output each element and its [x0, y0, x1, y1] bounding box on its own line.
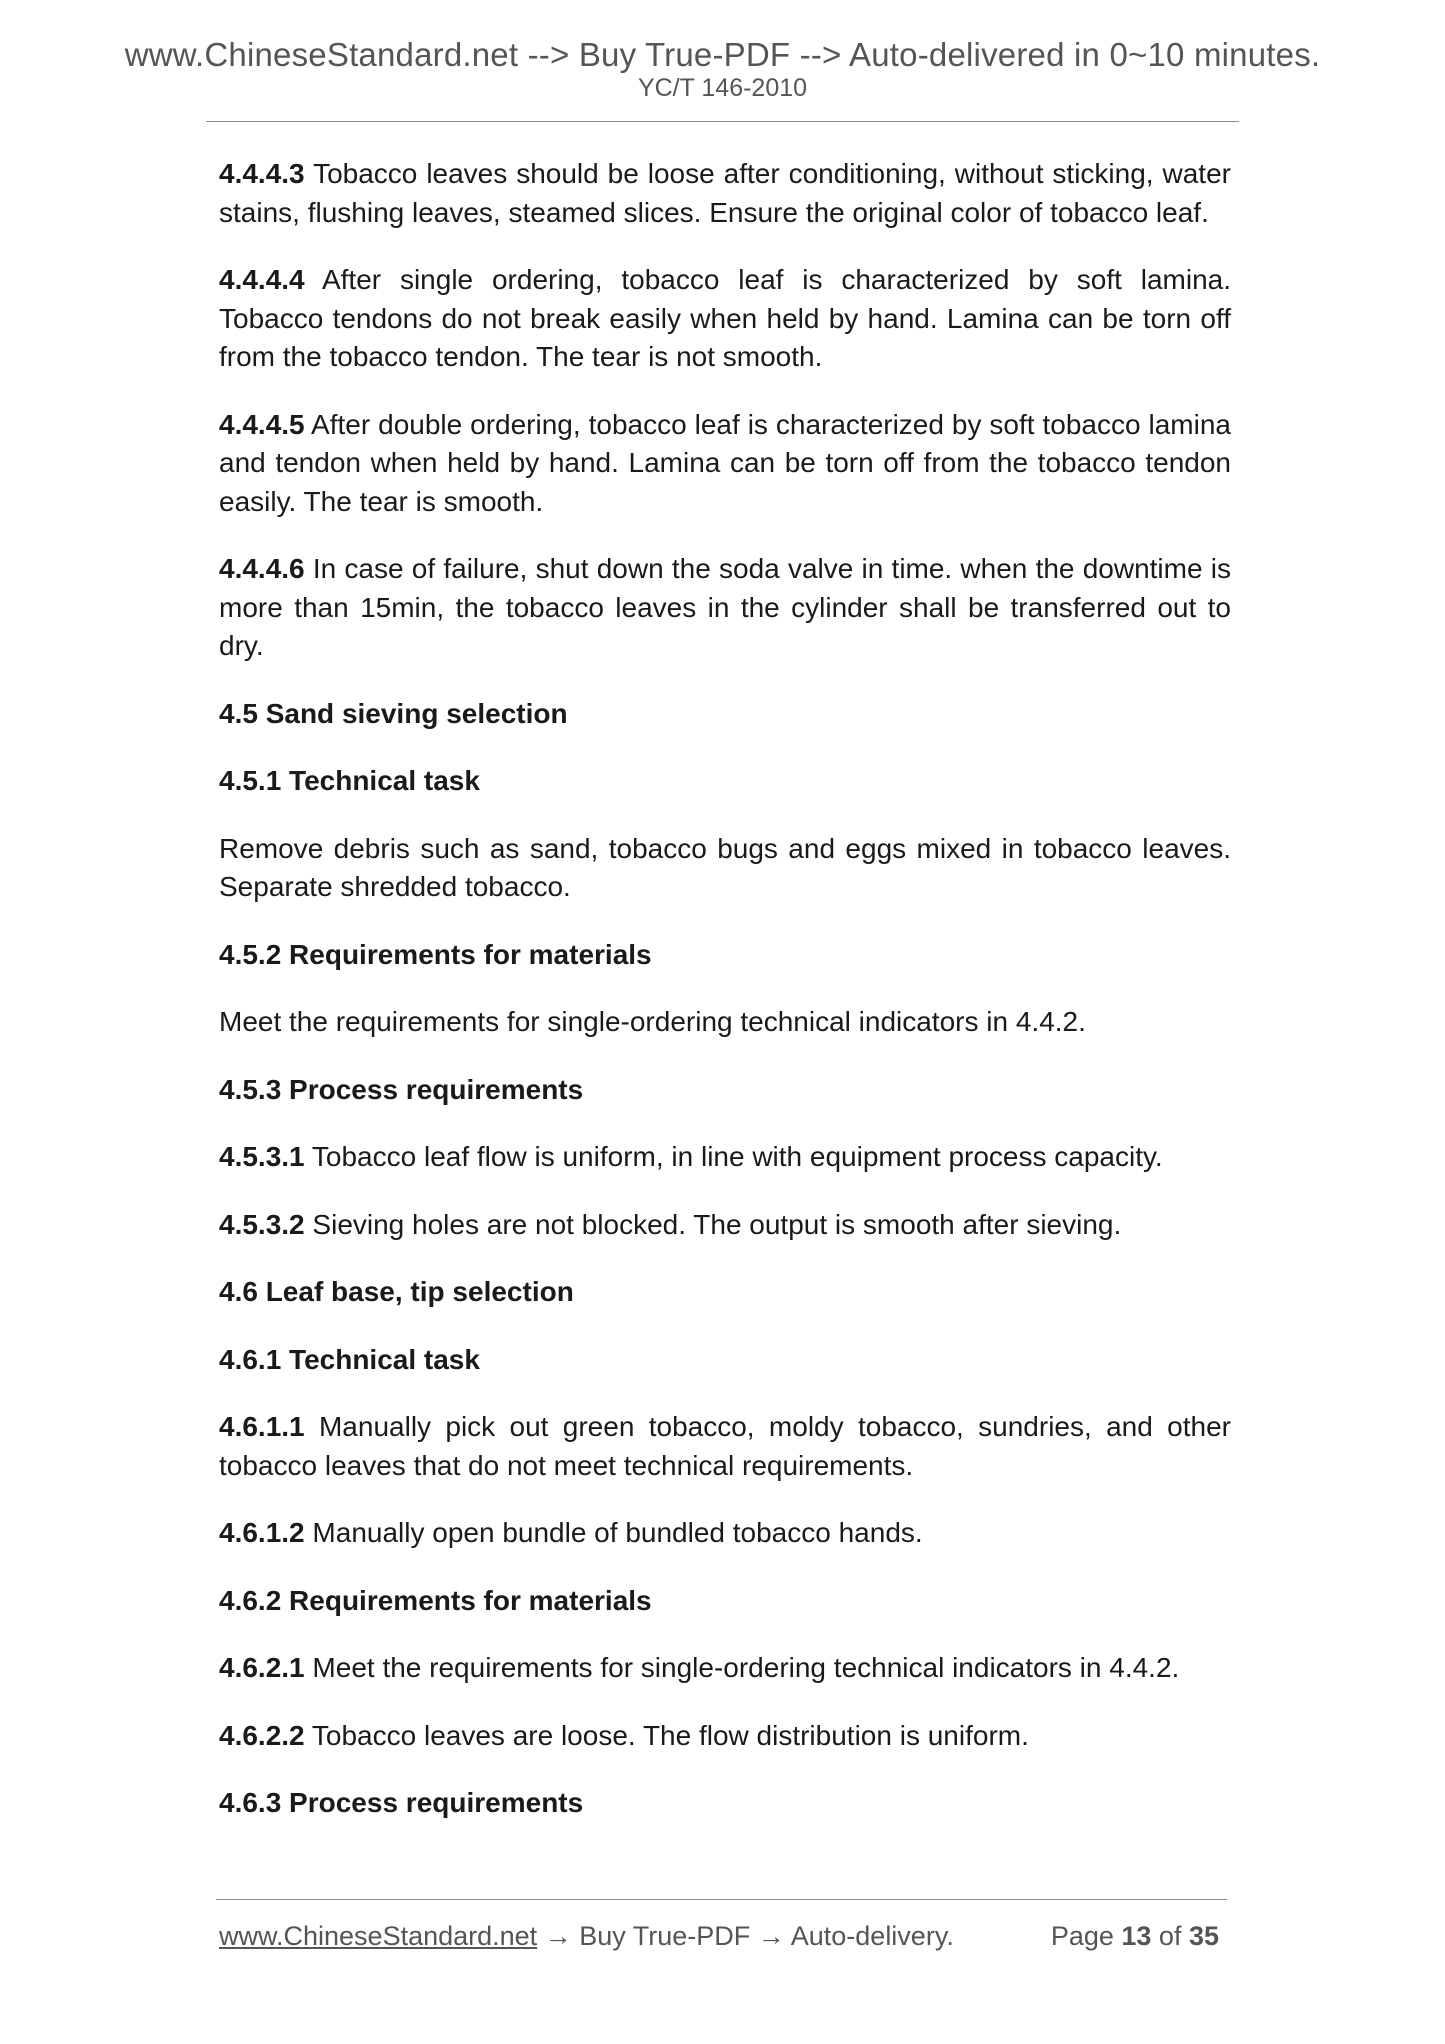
clause-number: 4.6.1.2 [219, 1517, 305, 1548]
section-heading-4-6-3: 4.6.3 Process requirements [219, 1787, 584, 1818]
clause-4-6-1-1 [219, 1408, 1231, 1485]
clause-text: Manually pick out green tobacco, moldy tobacco, sundries, and other tobacco leaves that do not meet technical requirements. [219, 1411, 1231, 1481]
clause-text: Sieving holes are not blocked. The output is smooth after sieving. [304, 1208, 1122, 1240]
clause-4-6-2-1 [219, 1649, 1231, 1688]
section-heading-4-6-2: 4.6.2 Requirements for materials [219, 1584, 652, 1616]
section-heading-4-5-2: 4.5.2 Requirements for materials [219, 938, 652, 970]
clause-4-4-4-3 [219, 155, 1231, 232]
clause-number: 4.4.4.3 [219, 158, 305, 189]
clause-text: Manually open bundle of bundled tobacco hands. [304, 1517, 923, 1548]
clause-number: 4.4.4.6 [219, 553, 305, 584]
section-heading-4-6-1: 4.6.1 Technical task [219, 1343, 480, 1375]
clause-4-5-3-2 [219, 1206, 1231, 1245]
clause-4-5-1-text: Remove debris such as sand, tobacco bugs and eggs mixed in tobacco leaves. Separate shredded tobacco. [219, 832, 1231, 902]
footer-promo [219, 1920, 954, 1952]
footer-site-link[interactable]: www.ChineseStandard.net [219, 1921, 538, 1951]
clause-4-4-4-5 [219, 406, 1231, 522]
clause-text: After double ordering, tobacco leaf is characterized by soft tobacco lamina and tendon when held by hand. Lamina can be torn off from the tobacco tendon easily. The tear is smooth. [219, 408, 1231, 517]
clause-text: After single ordering, tobacco leaf is characterized by soft lamina. Tobacco tendons do not break easily when held by hand. Lamina can be torn off from the tobacco tendon. The tear is not smooth. [219, 264, 1231, 372]
clause-4-6-2-2 [219, 1717, 1231, 1756]
page-indicator [1051, 1920, 1219, 1952]
page-label: Page [1050, 1921, 1122, 1951]
footer-divider [216, 1899, 1227, 1900]
section-heading-4-6: 4.6 Leaf base, tip selection [219, 1276, 574, 1307]
clause-number: 4.4.4.5 [219, 408, 305, 440]
clause-4-5-3-1 [219, 1138, 1231, 1177]
clause-text: In case of failure, shut down the soda valve in time. when the downtime is more than 15min, the tobacco leaves in the cylinder shall be transferred out to dry. [219, 553, 1231, 661]
footer-promo-text: → Buy True-PDF → Auto-delivery. [537, 1921, 954, 1951]
clause-4-5-2-text: Meet the requirements for single-ordering technical indicators in 4.4.2. [219, 1006, 1086, 1037]
page-of-label: of [1151, 1921, 1189, 1951]
clause-number: 4.5.3.2 [219, 1208, 305, 1240]
section-heading-4-5: 4.5 Sand sieving selection [219, 697, 568, 729]
document-body [219, 155, 1231, 1852]
top-banner: www.ChineseStandard.net --> Buy True-PDF --> Auto-delivered in 0~10 minutes. [124, 36, 1321, 73]
clause-4-4-4-6 [219, 550, 1231, 666]
page-total: 35 [1188, 1921, 1219, 1951]
clause-number: 4.4.4.4 [219, 264, 305, 295]
section-heading-4-5-3: 4.5.3 Process requirements [219, 1073, 584, 1105]
section-heading-4-5-1: 4.5.1 Technical task [219, 765, 480, 796]
clause-number: 4.6.1.1 [219, 1411, 305, 1442]
clause-4-6-1-2 [219, 1514, 1231, 1553]
header-divider [206, 121, 1239, 122]
clause-number: 4.6.2.2 [219, 1719, 305, 1751]
clause-number: 4.6.2.1 [219, 1652, 305, 1683]
clause-text: Meet the requirements for single-ordering technical indicators in 4.4.2. [304, 1652, 1180, 1683]
clause-4-4-4-4 [219, 261, 1231, 377]
clause-text: Tobacco leaf flow is uniform, in line with equipment process capacity. [304, 1141, 1163, 1172]
clause-text: Tobacco leaves are loose. The flow distribution is uniform. [304, 1719, 1029, 1751]
standard-code: YC/T 146-2010 [637, 74, 808, 102]
clause-text: Tobacco leaves should be loose after conditioning, without sticking, water stains, flushing leaves, steamed slices. Ensure the original color of tobacco leaf. [219, 158, 1231, 228]
clause-number: 4.5.3.1 [219, 1141, 305, 1172]
page-number: 13 [1121, 1921, 1152, 1951]
